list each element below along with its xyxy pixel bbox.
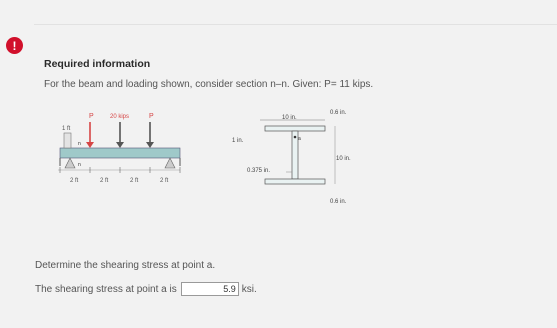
question-text: Determine the shearing stress at point a. — [35, 260, 216, 271]
alert-icon: ! — [6, 37, 23, 54]
top-flange — [265, 126, 325, 131]
answer-unit: ksi. — [241, 283, 257, 295]
left-support-icon — [65, 158, 75, 168]
beam-body — [60, 148, 180, 158]
panel-divider — [34, 24, 557, 25]
required-information-heading: Required information — [44, 58, 151, 70]
section-label-n-bottom: n — [78, 162, 81, 168]
i-beam-cross-section — [232, 110, 351, 205]
flange-width-label: 10 in. — [282, 115, 297, 121]
flange-thickness-bottom-label: 0.6 in. — [330, 199, 347, 205]
bottom-flange — [265, 179, 325, 184]
span-label-2: 2 ft — [100, 178, 109, 184]
load-arrow-left — [86, 122, 94, 148]
answer-label: The shearing stress at point a is — [35, 283, 177, 295]
answer-row — [35, 282, 257, 296]
load-label-20kips: 20 kips — [110, 114, 130, 120]
left-offset-label: 1 in. — [232, 138, 244, 144]
span-label-3: 2 ft — [130, 178, 139, 184]
web-thickness-label: 0.375 in. — [247, 168, 271, 174]
left-support-block — [64, 133, 71, 148]
load-label-p-left: P — [89, 113, 94, 120]
point-a-label: a — [298, 136, 301, 142]
flange-thickness-top-label: 0.6 in. — [330, 110, 347, 116]
beam-diagram — [58, 113, 180, 184]
problem-statement: For the beam and loading shown, consider section n–n. Given: P= 11 kips. — [44, 79, 374, 90]
right-support-icon — [165, 158, 175, 168]
load-label-p-right: P — [149, 113, 154, 120]
web-depth-label: 10 in. — [336, 156, 351, 162]
shearing-stress-input[interactable] — [181, 282, 239, 296]
span-label-1: 2 ft — [70, 178, 79, 184]
load-arrow-center — [116, 122, 124, 148]
beam-figure — [50, 100, 400, 220]
span-label-4: 2 ft — [160, 178, 169, 184]
depth-label: 1 ft — [62, 126, 71, 132]
section-label-n-top: n — [78, 141, 81, 147]
load-arrow-right — [146, 122, 154, 148]
point-a-marker — [294, 136, 297, 139]
